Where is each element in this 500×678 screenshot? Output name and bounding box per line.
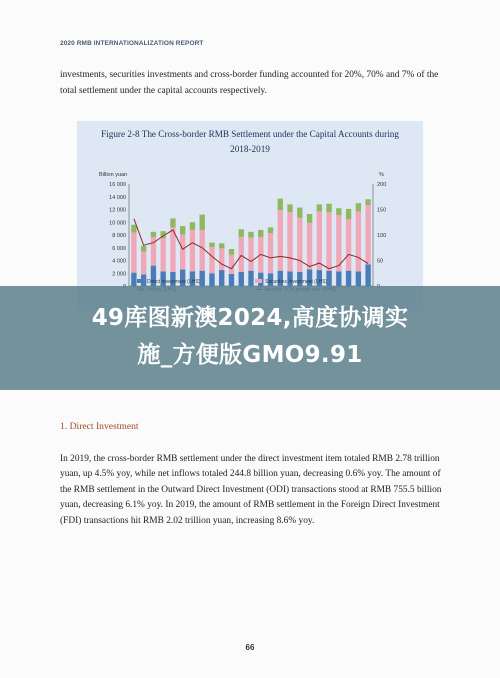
right-tick-label: 100 (377, 233, 387, 239)
bar-segment (209, 247, 214, 273)
left-tick-label: 6 000 (112, 245, 126, 252)
bar-segment (229, 274, 234, 286)
bar-segment (239, 229, 244, 237)
bar-segment (365, 205, 370, 264)
bar-segment (209, 243, 214, 247)
left-tick-label: 8 000 (112, 233, 126, 239)
left-tick-label: 16 000 (109, 182, 126, 188)
bar-segment (268, 233, 273, 273)
bar-segment (336, 271, 341, 286)
legend-swatch (255, 279, 262, 283)
bar-segment (346, 271, 351, 286)
bar-segment (346, 209, 351, 219)
bar-segment (326, 204, 331, 212)
bar-segment (287, 204, 292, 212)
bar-segment (356, 203, 361, 211)
bar-segment (209, 273, 214, 286)
bar-segment (297, 218, 302, 272)
left-tick-label: 14 000 (109, 194, 126, 201)
bar-segment (219, 243, 224, 248)
bar-segment (180, 226, 185, 234)
bar-segment (180, 234, 185, 269)
bar-segment (248, 232, 253, 238)
bar-segment (141, 246, 146, 252)
left-tick-label: 10 000 (109, 220, 126, 227)
bar-segment (365, 264, 370, 286)
right-tick-label: 150 (377, 207, 387, 214)
bar-segment (219, 248, 224, 270)
report-header: 2020 RMB INTERNATIONALIZATION REPORT (60, 40, 204, 47)
bar-segment (317, 211, 322, 270)
watermark-text (0, 300, 500, 374)
bar-segment (200, 215, 205, 230)
bar-segment (229, 255, 234, 274)
figure-title-line1: Figure 2-8 The Cross-border RMB Settlement under the Capital Accounts during (101, 129, 399, 139)
bar-segment (239, 272, 244, 286)
bar-segment (190, 222, 195, 230)
legend-label: Securities Investment (LHS) (265, 279, 328, 285)
legend-label: Direct Investment (LHS) (147, 279, 201, 285)
bar-segment (317, 204, 322, 211)
body-paragraph: In 2019, the cross-border RMB settlement under the direct investment item totaled RMB 2.78 trillion yuan, up 4.5% yoy, while net inflows totaled 244.8 billion yuan, decreasing 0.6% yoy. The amount of the RMB settlement in the Outward Direct Investment (ODI) transactions stood at RMB 755.5 billion yuan, decreasing 6.1% yoy. In 2019, the amount of RMB settlement in the Foreign Direct Investment (FDI) transactions hit RMB 2.02 trillion yuan, increasing 8.6% yoy. (60, 454, 442, 526)
watermark-line2: 施_方便版GMO9.91 (137, 342, 363, 368)
page-number: 66 (245, 643, 255, 652)
bar-segment (141, 252, 146, 275)
bar-segment (131, 225, 136, 233)
bar-segment (297, 208, 302, 218)
intro-paragraph: investments, securities investments and cross-border funding accounted for 20%, 70% and 7% of the total settlement under the capital accounts respectively. (60, 70, 439, 96)
bar-segment (356, 211, 361, 271)
bar-segment (278, 210, 283, 271)
bar-segment (287, 212, 292, 271)
settlement-chart (77, 121, 423, 311)
bar-segment (258, 230, 263, 237)
left-tick-label: 12 000 (109, 207, 126, 214)
left-axis-label: Billion yuan (99, 172, 128, 178)
bar-segment (170, 218, 175, 227)
right-axis-label: % (379, 172, 384, 178)
bar-segment (248, 271, 253, 286)
bar-segment (326, 212, 331, 271)
bar-segment (268, 227, 273, 233)
watermark-line1: 49库图新澳2024,高度协调实 (91, 305, 409, 331)
bar-segment (229, 249, 234, 255)
bar-segment (200, 230, 205, 271)
left-tick-label: 4 000 (112, 258, 126, 265)
bar-segment (307, 214, 312, 223)
bar-segment (160, 238, 165, 271)
bar-segment (278, 199, 283, 210)
bar-segment (239, 237, 244, 272)
bar-segment (190, 230, 195, 271)
bar-segment (151, 232, 156, 237)
bar-segment (131, 273, 136, 286)
bar-segment (219, 270, 224, 286)
section-heading: 1. Direct Investment (60, 421, 139, 432)
left-tick-label: 2 000 (112, 271, 126, 278)
bar-segment (346, 219, 351, 271)
bar-segment (307, 223, 312, 270)
bar-segment (131, 232, 136, 272)
figure-panel (77, 121, 423, 311)
bar-segment (248, 238, 253, 271)
bar-segment (365, 199, 370, 205)
bar-segment (356, 271, 361, 286)
legend-swatch (137, 279, 144, 283)
right-tick-label: 200 (377, 182, 387, 188)
figure-title-line2: 2018-2019 (230, 143, 270, 154)
right-tick-label: 50 (377, 258, 384, 265)
bar-segment (336, 208, 341, 215)
